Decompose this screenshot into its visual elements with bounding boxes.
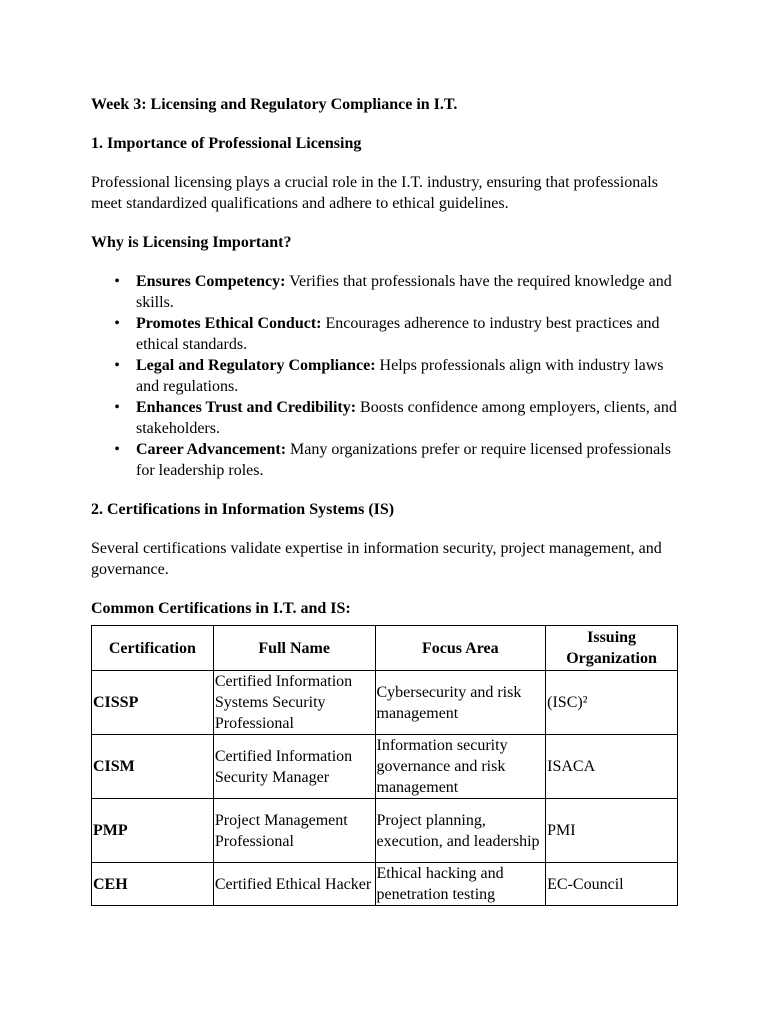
cell-certification: CISM: [92, 735, 214, 799]
list-item-term: Promotes Ethical Conduct:: [136, 315, 322, 332]
cell-issuing-organization: EC-Council: [546, 863, 678, 906]
bullet-icon: •: [114, 273, 120, 290]
document-body: [91, 94, 681, 906]
column-header-full-name: Full Name: [213, 626, 375, 671]
list-item-text: Helps professionals align with industry laws and regulations.: [136, 357, 664, 395]
list-item-text: Verifies that professionals have the required knowledge and skills.: [136, 273, 672, 311]
table-row: [92, 863, 678, 906]
list-item: [114, 397, 681, 439]
cell-certification: CISSP: [92, 671, 214, 735]
cell-issuing-organization: (ISC)²: [546, 671, 678, 735]
list-item: [114, 439, 681, 481]
list-item-text: Boosts confidence among employers, clients, and stakeholders.: [136, 399, 677, 437]
cell-full-name: Certified Ethical Hacker: [213, 863, 375, 906]
certifications-table: [91, 625, 678, 906]
bullet-icon: •: [114, 315, 120, 332]
bullet-icon: •: [114, 399, 120, 416]
cell-certification: CEH: [92, 863, 214, 906]
section-2-heading: 2. Certifications in Information Systems (IS): [91, 501, 395, 518]
section-1-subheading: Why is Licensing Important?: [91, 234, 292, 251]
cell-full-name: Certified Information Systems Security Professional: [213, 671, 375, 735]
column-header-certification: Certification: [92, 626, 214, 671]
cell-focus-area: Cybersecurity and risk management: [375, 671, 546, 735]
cell-full-name: Certified Information Security Manager: [213, 735, 375, 799]
list-item-text: Encourages adherence to industry best practices and ethical standards.: [136, 315, 660, 353]
list-item-text: Many organizations prefer or require licensed professionals for leadership roles.: [136, 441, 671, 479]
table-row: [92, 671, 678, 735]
cell-certification: PMP: [92, 799, 214, 863]
list-item: [114, 313, 681, 355]
section-2-intro: Several certifications validate expertise in information security, project management, and governance.: [91, 540, 662, 578]
cell-full-name: Project Management Professional: [213, 799, 375, 863]
licensing-benefits-list: [91, 271, 681, 481]
list-item-term: Legal and Regulatory Compliance:: [136, 357, 376, 374]
list-item-term: Enhances Trust and Credibility:: [136, 399, 357, 416]
table-header-row: [92, 626, 678, 671]
cell-issuing-organization: PMI: [546, 799, 678, 863]
document-title: Week 3: Licensing and Regulatory Compliance in I.T.: [91, 96, 458, 113]
cell-focus-area: Information security governance and risk management: [375, 735, 546, 799]
list-item-term: Ensures Competency:: [136, 273, 286, 290]
bullet-icon: •: [114, 441, 120, 458]
table-row: [92, 735, 678, 799]
bullet-icon: •: [114, 357, 120, 374]
list-item: [114, 355, 681, 397]
cell-focus-area: Ethical hacking and penetration testing: [375, 863, 546, 906]
column-header-focus-area: Focus Area: [375, 626, 546, 671]
list-item: [114, 271, 681, 313]
section-2-subheading: Common Certifications in I.T. and IS:: [91, 600, 351, 617]
cell-issuing-organization: ISACA: [546, 735, 678, 799]
cell-focus-area: Project planning, execution, and leadership: [375, 799, 546, 863]
column-header-issuing-organization: Issuing Organization: [546, 626, 678, 671]
table-row: [92, 799, 678, 863]
section-1-intro: Professional licensing plays a crucial role in the I.T. industry, ensuring that professionals meet standardized qualifications and adhere to ethical guidelines.: [91, 174, 658, 212]
section-1-heading: 1. Importance of Professional Licensing: [91, 135, 362, 152]
list-item-term: Career Advancement:: [136, 441, 287, 458]
